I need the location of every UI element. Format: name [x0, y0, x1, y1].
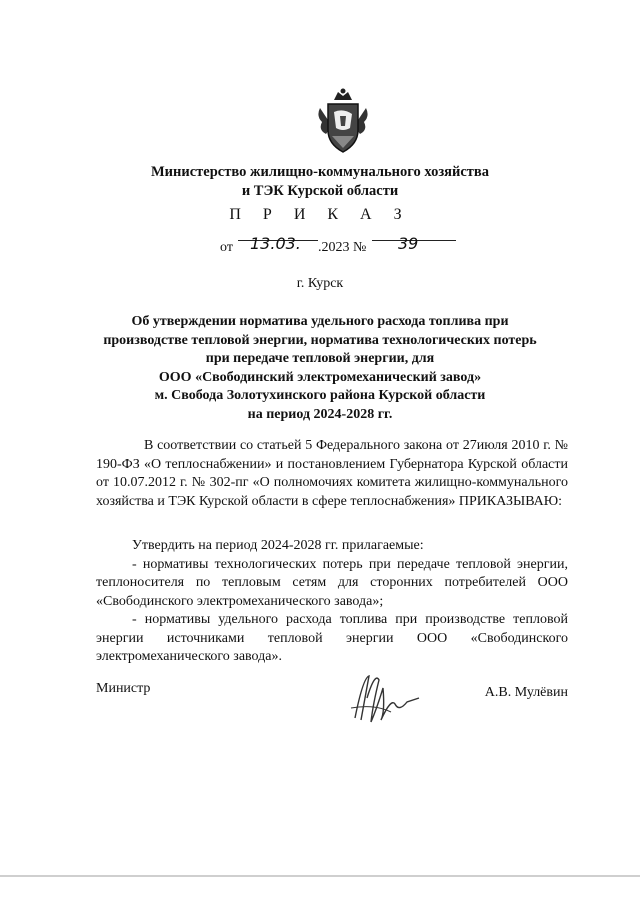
city: г. Курск — [296, 276, 344, 291]
ministry-line-1: Министерство жилищно-коммунального хозяйства — [151, 164, 489, 180]
date-prefix: от — [220, 240, 233, 255]
preamble-paragraph: В соответствии со статьей 5 Федерального закона от 27июля 2010 г. № 190-ФЗ «О теплоснабжении» и постановлением Губернатора Курской области от 10.07.2012 г. № 302-пг «О полномочиях комитета жилищно-коммунального хозяйства и ТЭК Курской области в сфере теплоснабжения» ПРИКАЗЫВАЮ: — [96, 438, 568, 509]
coat-of-arms-emblem — [312, 86, 374, 158]
handwritten-number: 39 — [398, 234, 419, 253]
handwritten-date: 13.03. — [250, 234, 301, 253]
decision-intro: Утвердить на период 2024-2028 гг. прилагаемые: — [132, 538, 424, 553]
signatory-name: А.В. Мулёвин — [484, 685, 568, 700]
scan-edge-line — [0, 875, 640, 877]
date-year: .2023 № — [318, 240, 367, 255]
title-line: при передаче тепловой энергии, для — [205, 351, 435, 366]
decision-item-1: - нормативы технологических потерь при передаче тепловой энергии, теплоносителя по тепловым сетям для сторонних потребителей ООО «Свободинского электромеханического завода»; — [96, 556, 568, 609]
title-line: Об утверждении норматива удельного расхода топлива при — [131, 314, 509, 329]
title-line: м. Свобода Золотухинского района Курской области — [154, 388, 486, 403]
decision-item-2: - нормативы удельного расхода топлива при производстве тепловой энергии источниками тепловой энергии ООО «Свободинского электромеханического завода». — [96, 612, 568, 664]
handwritten-signature — [345, 668, 425, 728]
signatory-position: Министр — [96, 681, 151, 696]
decision-block — [96, 537, 568, 667]
title-line: на период 2024-2028 гг. — [247, 406, 393, 422]
title-line: производстве тепловой энергии, норматива технологических потерь — [103, 332, 537, 348]
document-title — [0, 313, 640, 424]
order-heading: П Р И К А З — [229, 206, 411, 223]
order-dateline — [220, 234, 460, 260]
title-line: ООО «Свободинский электромеханический завод» — [158, 369, 482, 385]
ministry-line-2: и ТЭК Курской области — [241, 183, 399, 199]
ministry-name — [0, 163, 640, 201]
